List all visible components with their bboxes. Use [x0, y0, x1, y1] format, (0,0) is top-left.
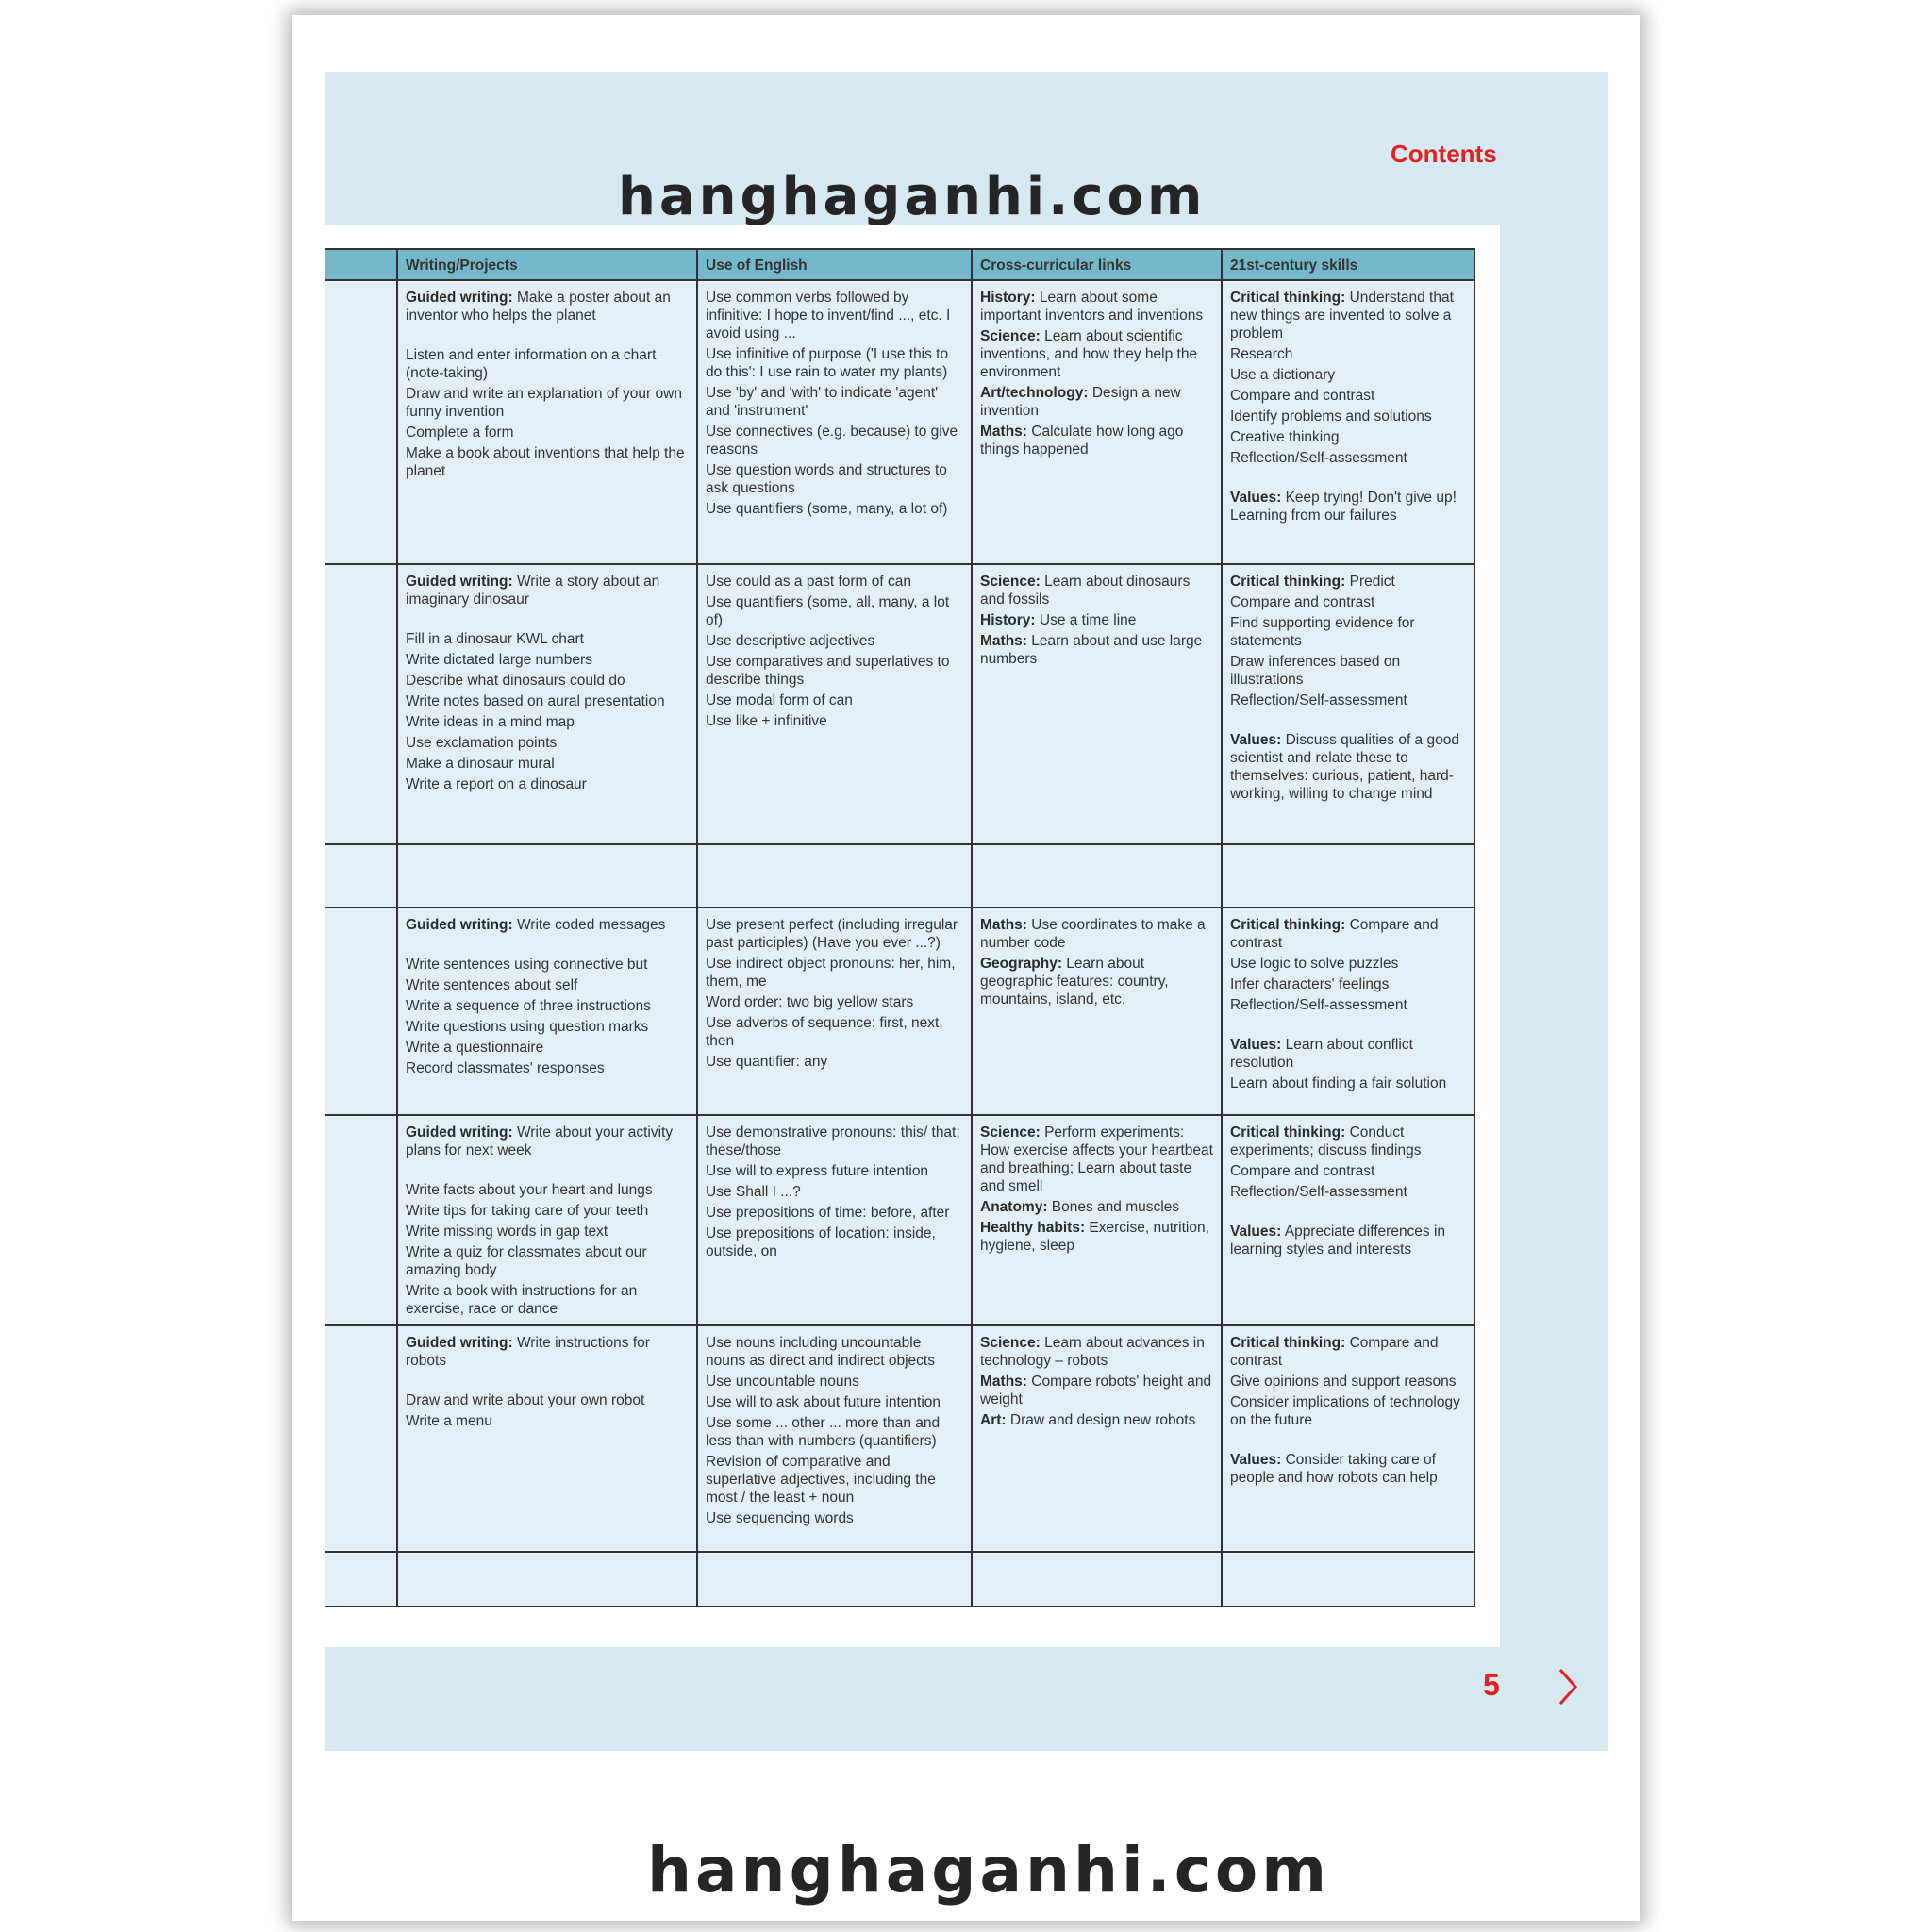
writing-cell	[397, 1325, 697, 1552]
unit-cell	[325, 1325, 397, 1552]
cell-line: Compare and contrast	[1230, 388, 1375, 404]
cell-line: Write missing words in gap text	[406, 1224, 608, 1240]
cell-line: Use indirect object pronouns: her, him, them, me	[706, 956, 956, 990]
header-cross-curricular: Cross-curricular links	[972, 249, 1222, 280]
cell-line: Science: Learn about advances in technology – robots	[980, 1335, 1205, 1369]
cell-line: Critical thinking: Conduct experiments; discuss findings	[1230, 1124, 1422, 1158]
use-of-english-cell	[697, 1552, 972, 1607]
cell-line: Science: Learn about scientific inventions, and how they help the environment	[980, 328, 1198, 380]
table-row	[325, 1325, 1474, 1552]
writing-cell	[397, 1115, 697, 1325]
cell-line: Draw and write about your own robot	[406, 1392, 645, 1408]
cell-line: Critical thinking: Compare and contrast	[1230, 917, 1439, 951]
cell-line: Use uncountable nouns	[706, 1374, 859, 1390]
cross-curricular-cell	[972, 844, 1222, 908]
unit-cell	[325, 1552, 397, 1607]
cell-line: Infer characters' feelings	[1230, 976, 1390, 992]
page-number: 5	[1483, 1668, 1500, 1702]
skills-cell	[1222, 564, 1474, 844]
cell-line: Write a questionnaire	[406, 1040, 544, 1056]
cell-line: Critical thinking: Predict	[1230, 574, 1395, 590]
cell-line: Use 'by' and 'with' to indicate 'agent' and 'instrument'	[706, 385, 939, 419]
cell-line: Values: Keep trying! Don't give up! Learning from our failures	[1230, 490, 1457, 524]
cell-line: Use descriptive adjectives	[706, 633, 875, 649]
skills-cell	[1222, 844, 1474, 908]
watermark-top: hanghaganhi.com	[618, 166, 1207, 227]
cell-line: Write a sequence of three instructions	[406, 998, 651, 1014]
cross-curricular-cell	[972, 280, 1222, 564]
cell-line: Write notes based on aural presentation	[406, 693, 665, 709]
spacer	[1230, 1432, 1466, 1451]
spacer	[1230, 1204, 1466, 1223]
header-skills: 21st-century skills	[1222, 249, 1474, 280]
cell-line: Revision of comparative and superlative adjectives, including the most / the least + noun	[706, 1454, 936, 1506]
cell-line: Values: Discuss qualities of a good scientist and relate these to themselves: curious, patient, hard-working, willing to change mind	[1230, 732, 1459, 802]
unit-cell	[325, 280, 397, 564]
writing-cell	[397, 1552, 697, 1607]
cell-line: Guided writing: Make a poster about an inventor who helps the planet	[406, 290, 671, 324]
cell-line: Research	[1230, 346, 1293, 362]
cell-line: Complete a form	[406, 425, 514, 441]
cell-line: Maths: Compare robots' height and weight	[980, 1374, 1212, 1407]
cell-line: Healthy habits: Exercise, nutrition, hygiene, sleep	[980, 1220, 1209, 1254]
cell-line: Find supporting evidence for statements	[1230, 615, 1415, 649]
skills-cell	[1222, 908, 1474, 1115]
cell-line: Compare and contrast	[1230, 594, 1375, 610]
cell-line: Write sentences about self	[406, 977, 578, 993]
cell-line: Values: Appreciate differences in learning styles and interests	[1230, 1224, 1446, 1257]
cell-line: Reflection/Self-assessment	[1230, 692, 1407, 708]
cell-line: Learn about finding a fair solution	[1230, 1075, 1447, 1091]
cell-line: Use infinitive of purpose ('I use this to do this': I use rain to water my plants)	[706, 346, 949, 380]
use-of-english-cell	[697, 908, 972, 1115]
cell-line: Write questions using question marks	[406, 1019, 649, 1035]
cell-line: Use present perfect (including irregular past participles) (Have you ever ...?)	[706, 917, 958, 951]
cell-line: Use like + infinitive	[706, 713, 827, 729]
use-of-english-cell	[697, 1115, 972, 1325]
cell-line: Values: Learn about conflict resolution	[1230, 1037, 1413, 1071]
spacer	[406, 1162, 689, 1181]
cell-line: Draw and write an explanation of your own funny invention	[406, 386, 682, 420]
cell-line: Maths: Use coordinates to make a number code	[980, 917, 1206, 951]
cell-line: Write tips for taking care of your teeth	[406, 1203, 649, 1219]
cell-line: Use quantifier: any	[706, 1054, 828, 1070]
cell-line: Use Shall I ...?	[706, 1184, 801, 1200]
cell-line: Maths: Learn about and use large numbers	[980, 633, 1203, 667]
cell-line: Art: Draw and design new robots	[980, 1412, 1196, 1428]
cell-line: Write dictated large numbers	[406, 652, 592, 668]
cell-line: Guided writing: Write a story about an imaginary dinosaur	[406, 574, 660, 608]
cell-line: Use connectives (e.g. because) to give reasons	[706, 424, 958, 458]
table-row	[325, 1552, 1474, 1607]
cell-line: Write a book with instructions for an exercise, race or dance	[406, 1283, 638, 1317]
cell-line: Guided writing: Write instructions for robots	[406, 1335, 650, 1369]
spacer	[406, 611, 689, 630]
cross-curricular-cell	[972, 564, 1222, 844]
cell-line: Write ideas in a mind map	[406, 714, 575, 730]
cell-line: Give opinions and support reasons	[1230, 1374, 1457, 1390]
cell-line: Reflection/Self-assessment	[1230, 997, 1407, 1013]
writing-cell	[397, 564, 697, 844]
table-row	[325, 1115, 1474, 1325]
writing-cell	[397, 844, 697, 908]
header-unit	[325, 249, 397, 280]
spacer	[406, 327, 689, 346]
cell-line: Use modal form of can	[706, 692, 853, 708]
cell-line: Record classmates' responses	[406, 1060, 605, 1076]
cell-line: Geography: Learn about geographic features: country, mountains, island, etc.	[980, 956, 1169, 1008]
use-of-english-cell	[697, 564, 972, 844]
spacer	[406, 937, 689, 956]
cell-line: Guided writing: Write about your activity plans for next week	[406, 1124, 674, 1158]
cell-line: Use prepositions of time: before, after	[706, 1205, 950, 1221]
cell-line: Make a dinosaur mural	[406, 756, 555, 772]
table-row	[325, 844, 1474, 908]
cell-line: Art/technology: Design a new invention	[980, 385, 1181, 419]
cell-line: Maths: Calculate how long ago things happened	[980, 424, 1184, 458]
cell-line: Use a dictionary	[1230, 367, 1336, 383]
cell-line: Use could as a past form of can	[706, 574, 911, 590]
use-of-english-cell	[697, 1325, 972, 1552]
unit-cell	[325, 844, 397, 908]
header-use-of-english: Use of English	[697, 249, 972, 280]
spacer	[1230, 1017, 1466, 1036]
cell-line: Listen and enter information on a chart (note-taking)	[406, 347, 657, 381]
table-row	[325, 908, 1474, 1115]
cross-curricular-cell	[972, 1552, 1222, 1607]
table-header-row	[325, 249, 1474, 280]
use-of-english-cell	[697, 844, 972, 908]
watermark-bottom: hanghaganhi.com	[647, 1834, 1330, 1907]
cell-line: Anatomy: Bones and muscles	[980, 1199, 1180, 1215]
use-of-english-cell	[697, 280, 972, 564]
cell-line: Describe what dinosaurs could do	[406, 673, 625, 689]
cell-line: Science: Learn about dinosaurs and fossils	[980, 574, 1191, 608]
cell-line: Use adverbs of sequence: first, next, then	[706, 1015, 943, 1049]
cell-line: Use logic to solve puzzles	[1230, 956, 1399, 972]
skills-cell	[1222, 1552, 1474, 1607]
cell-line: Write a report on a dinosaur	[406, 776, 587, 792]
cell-line: Critical thinking: Compare and contrast	[1230, 1335, 1439, 1369]
cell-line: Use quantifiers (some, all, many, a lot of)	[706, 594, 950, 628]
contents-link[interactable]: Contents	[1391, 140, 1497, 168]
cell-line: Write a menu	[406, 1413, 492, 1429]
cross-curricular-cell	[972, 908, 1222, 1115]
unit-cell	[325, 1115, 397, 1325]
cell-line: Use will to express future intention	[706, 1163, 929, 1179]
cell-line: Reflection/Self-assessment	[1230, 450, 1407, 466]
unit-cell	[325, 564, 397, 844]
cell-line: Science: Perform experiments: How exercise affects your heartbeat and breathing; Learn about taste and smell	[980, 1124, 1213, 1194]
cell-line: Guided writing: Write coded messages	[406, 917, 666, 933]
table-row	[325, 564, 1474, 844]
spacer	[1230, 470, 1466, 489]
cell-line: Compare and contrast	[1230, 1163, 1375, 1179]
cell-line: Word order: two big yellow stars	[706, 994, 914, 1010]
cell-line: Use sequencing words	[706, 1510, 854, 1526]
cell-line: Use question words and structures to ask questions	[706, 462, 947, 496]
cell-line: Write sentences using connective but	[406, 957, 648, 973]
cell-line: Use quantifiers (some, many, a lot of)	[706, 501, 948, 517]
cell-line: Use some ... other ... more than and less than with numbers (quantifiers)	[706, 1415, 941, 1449]
cell-line: Identify problems and solutions	[1230, 408, 1432, 425]
cell-line: Reflection/Self-assessment	[1230, 1184, 1407, 1200]
cell-line: Make a book about inventions that help the planet	[406, 445, 685, 479]
writing-cell	[397, 280, 697, 564]
cell-line: Critical thinking: Understand that new things are invented to solve a problem	[1230, 290, 1454, 341]
cell-line: Use will to ask about future intention	[706, 1394, 941, 1410]
skills-cell	[1222, 280, 1474, 564]
spacer	[406, 1373, 689, 1391]
cell-line: History: Learn about some important inventors and inventions	[980, 290, 1204, 324]
skills-cell	[1222, 1325, 1474, 1552]
cell-line: Values: Consider taking care of people and how robots can help	[1230, 1452, 1438, 1486]
cell-line: Use comparatives and superlatives to describe things	[706, 654, 950, 688]
cell-line: Creative thinking	[1230, 429, 1340, 445]
cross-curricular-cell	[972, 1115, 1222, 1325]
cross-curricular-cell	[972, 1325, 1222, 1552]
cell-line: Use prepositions of location: inside, outside, on	[706, 1225, 936, 1259]
cell-line: Write a quiz for classmates about our amazing body	[406, 1244, 647, 1278]
cell-line: Write facts about your heart and lungs	[406, 1182, 653, 1198]
cell-line: Use exclamation points	[406, 735, 558, 751]
cell-line: Fill in a dinosaur KWL chart	[406, 631, 584, 647]
cell-line: Draw inferences based on illustrations	[1230, 654, 1401, 688]
cell-line: Use common verbs followed by infinitive: I hope to invent/find ..., etc. I avoid using ...	[706, 290, 951, 341]
next-page-icon[interactable]	[1555, 1666, 1581, 1707]
skills-cell	[1222, 1115, 1474, 1325]
spacer	[1230, 712, 1466, 731]
writing-cell	[397, 908, 697, 1115]
cell-line: Use demonstrative pronouns: this/ that; these/those	[706, 1124, 960, 1158]
syllabus-table	[325, 248, 1475, 1607]
header-writing: Writing/Projects	[397, 249, 697, 280]
table-row	[325, 280, 1474, 564]
cell-line: Consider implications of technology on the future	[1230, 1394, 1460, 1428]
cell-line: Use nouns including uncountable nouns as direct and indirect objects	[706, 1335, 935, 1369]
cell-line: History: Use a time line	[980, 612, 1137, 628]
unit-cell	[325, 908, 397, 1115]
